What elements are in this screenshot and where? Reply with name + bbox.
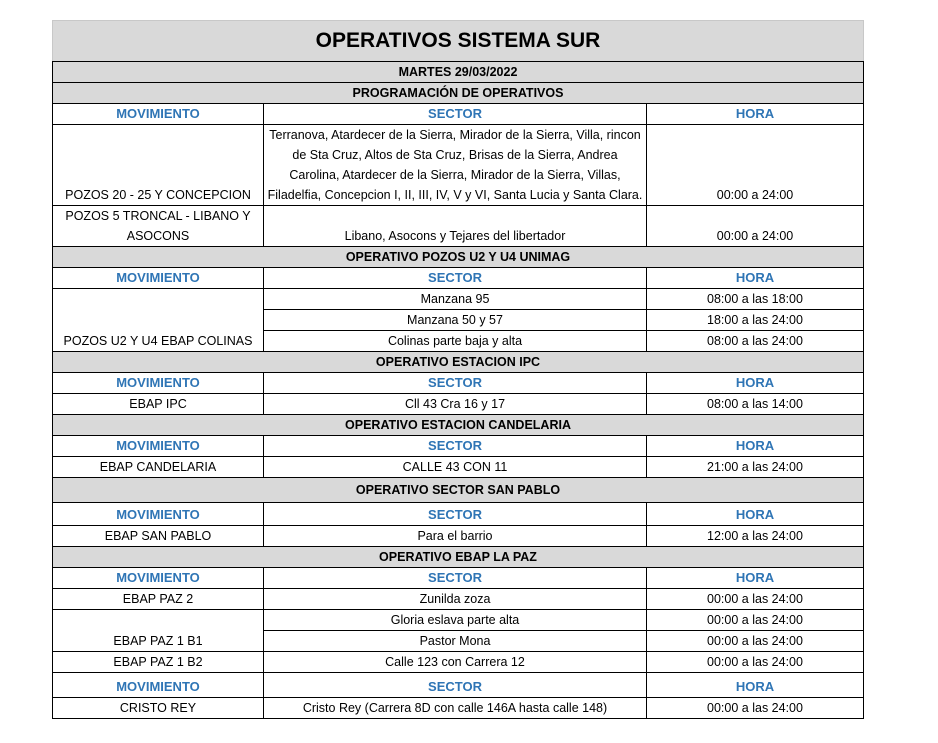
header-sector: SECTOR <box>264 673 647 698</box>
hora-cell: 00:00 a las 24:00 <box>647 698 864 719</box>
sector-cell: Zunilda zoza <box>264 589 647 610</box>
header-hora: HORA <box>647 104 864 125</box>
header-sector: SECTOR <box>264 268 647 289</box>
header-movimiento: MOVIMIENTO <box>53 104 264 125</box>
table-row <box>53 289 864 310</box>
header-movimiento: MOVIMIENTO <box>53 568 264 589</box>
sector-cell: Calle 123 con Carrera 12 <box>264 652 647 673</box>
header-hora: HORA <box>647 436 864 457</box>
movimiento-cell: POZOS U2 Y U4 EBAP COLINAS <box>53 289 264 352</box>
section-title: OPERATIVO POZOS U2 Y U4 UNIMAG <box>53 247 864 268</box>
section-title: OPERATIVO ESTACION CANDELARIA <box>53 415 864 436</box>
sector-cell: Colinas parte baja y alta <box>264 331 647 352</box>
section-title: OPERATIVO EBAP LA PAZ <box>53 547 864 568</box>
header-hora: HORA <box>647 503 864 526</box>
sector-cell: Gloria eslava parte alta <box>264 610 647 631</box>
movimiento-cell <box>53 610 264 631</box>
table-row <box>53 394 864 415</box>
hora-cell: 21:00 a las 24:00 <box>647 457 864 478</box>
sector-cell: Pastor Mona <box>264 631 647 652</box>
operativos-table <box>52 20 864 719</box>
page-title: OPERATIVOS SISTEMA SUR <box>53 21 864 62</box>
table-row <box>53 206 864 247</box>
hora-cell: 08:00 a las 24:00 <box>647 331 864 352</box>
movimiento-cell: EBAP CANDELARIA <box>53 457 264 478</box>
movimiento-cell: EBAP SAN PABLO <box>53 526 264 547</box>
section-title: OPERATIVO SECTOR SAN PABLO <box>53 478 864 503</box>
table-row <box>53 589 864 610</box>
movimiento-cell: CRISTO REY <box>53 698 264 719</box>
table-row <box>53 125 864 206</box>
hora-cell: 00:00 a 24:00 <box>647 206 864 247</box>
hora-cell: 18:00 a las 24:00 <box>647 310 864 331</box>
table-row <box>53 631 864 652</box>
header-movimiento: MOVIMIENTO <box>53 503 264 526</box>
hora-cell: 08:00 a las 18:00 <box>647 289 864 310</box>
movimiento-cell: EBAP IPC <box>53 394 264 415</box>
header-sector: SECTOR <box>264 568 647 589</box>
table-row <box>53 652 864 673</box>
header-hora: HORA <box>647 373 864 394</box>
movimiento-cell: POZOS 20 - 25 Y CONCEPCION <box>53 125 264 206</box>
header-hora: HORA <box>647 673 864 698</box>
sector-cell: Cll 43 Cra 16 y 17 <box>264 394 647 415</box>
sector-cell: Manzana 50 y 57 <box>264 310 647 331</box>
table-row <box>53 526 864 547</box>
table-row <box>53 610 864 631</box>
header-movimiento: MOVIMIENTO <box>53 373 264 394</box>
hora-cell: 00:00 a las 24:00 <box>647 589 864 610</box>
sector-cell: Libano, Asocons y Tejares del libertador <box>264 206 647 247</box>
section-title: PROGRAMACIÓN DE OPERATIVOS <box>53 83 864 104</box>
hora-cell: 00:00 a 24:00 <box>647 125 864 206</box>
hora-cell: 12:00 a las 24:00 <box>647 526 864 547</box>
hora-cell: 00:00 a las 24:00 <box>647 652 864 673</box>
header-sector: SECTOR <box>264 503 647 526</box>
header-hora: HORA <box>647 568 864 589</box>
sector-cell: Manzana 95 <box>264 289 647 310</box>
sector-cell: Terranova, Atardecer de la Sierra, Mirador de la Sierra, Villa, rincon de Sta Cruz, Altos de Sta Cruz, Brisas de la Sierra, Andrea Carolina, Atardecer de la Sierra, Mirador de la Sierra, Villas, Filadelfia, Concepcion I, II, III, IV, V y VI, Santa Lucia y Santa Clara. <box>264 125 647 206</box>
hora-cell: 00:00 a las 24:00 <box>647 631 864 652</box>
date-label: MARTES 29/03/2022 <box>53 62 864 83</box>
movimiento-cell: EBAP PAZ 1 B1 <box>53 631 264 652</box>
header-sector: SECTOR <box>264 436 647 457</box>
header-movimiento: MOVIMIENTO <box>53 268 264 289</box>
header-sector: SECTOR <box>264 104 647 125</box>
table-row <box>53 698 864 719</box>
table-row <box>53 457 864 478</box>
sector-cell: CALLE 43 CON 11 <box>264 457 647 478</box>
movimiento-cell: EBAP PAZ 1 B2 <box>53 652 264 673</box>
header-movimiento: MOVIMIENTO <box>53 436 264 457</box>
movimiento-cell: POZOS 5 TRONCAL - LIBANO Y ASOCONS <box>53 206 264 247</box>
sector-cell: Para el barrio <box>264 526 647 547</box>
header-hora: HORA <box>647 268 864 289</box>
header-sector: SECTOR <box>264 373 647 394</box>
header-movimiento: MOVIMIENTO <box>53 673 264 698</box>
section-title: OPERATIVO ESTACION IPC <box>53 352 864 373</box>
sector-cell: Cristo Rey (Carrera 8D con calle 146A hasta calle 148) <box>264 698 647 719</box>
hora-cell: 08:00 a las 14:00 <box>647 394 864 415</box>
hora-cell: 00:00 a las 24:00 <box>647 610 864 631</box>
movimiento-cell: EBAP PAZ 2 <box>53 589 264 610</box>
